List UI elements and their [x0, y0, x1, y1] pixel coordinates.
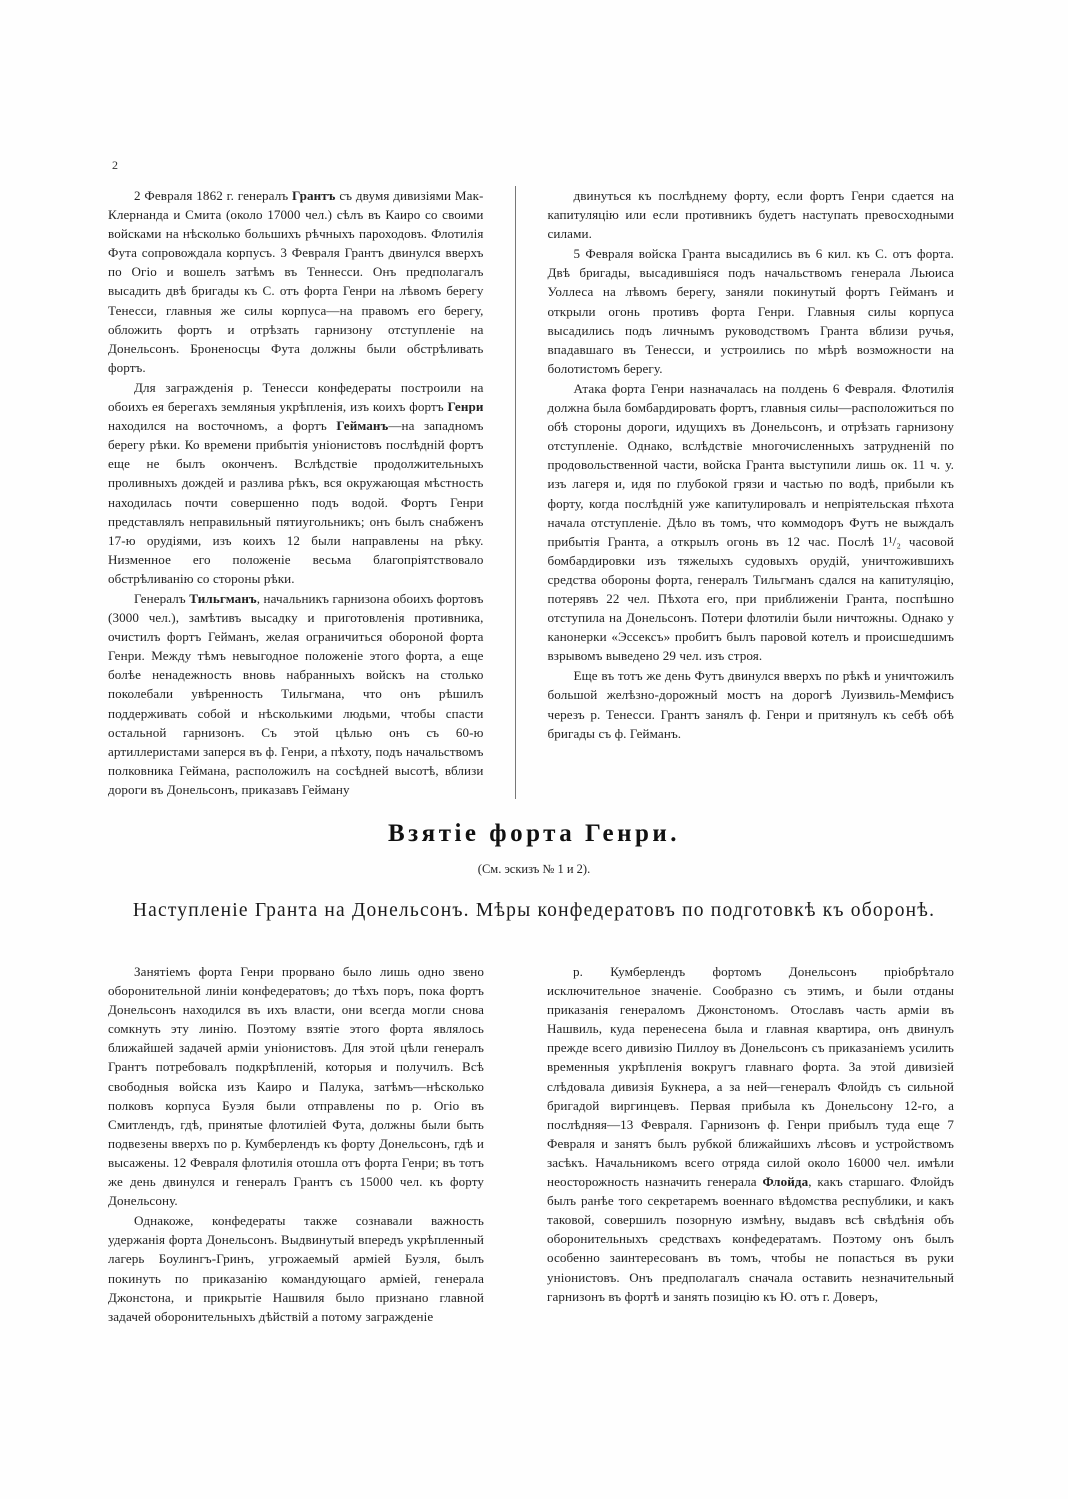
- paragraph: двинуться къ послѣднему форту, если фортъ Генри сдается на капитуляцію или если противникъ будетъ наступать превосходными силами.: [547, 188, 954, 242]
- paragraph: Генералъ Тильгманъ, начальникъ гарнизона обоихъ фортовъ (3000 чел.), замѣтивъ высадку и приготовленія противника, очистилъ фортъ Гейманъ, желая ограничиться обороной форта Генри. Между тѣмъ невыгодное положеніе этого форта, а еще болѣе ненадежность вновь набранныхъ войскъ на столько поколебали увѣренность Тильгмана, что онъ рѣшилъ поддерживать собой и нѣсколькими людьми, чтобы спасти остальной гарнизонъ. Съ этой цѣлью онъ съ 60-ю артиллеристами заперся въ ф. Генри, а пѣхоту, подъ начальствомъ полковника Геймана, расположилъ на сосѣдней высотѣ, вблизи дороги въ Донельсонъ, приказавъ Гейману: [108, 590, 484, 797]
- article-title: Взятіе форта Генри.: [387, 820, 681, 847]
- bottom-left-column: [108, 962, 515, 1326]
- section-heading: Наступленіе Гранта на Донельсонъ. Мѣры конфедератовъ по подготовкѣ къ оборонѣ.: [132, 900, 936, 921]
- paragraph: 5 Февраля войска Гранта высадились въ 6 кил. къ С. отъ форта. Двѣ бригады, высадившіяся подъ начальствомъ генерала Льюиса Уоллеса на лѣвомъ берегу, заняли покинутый фортъ Гейманъ и открыли огонь противъ форта Генри. Главныя силы корпуса высадились подъ личнымъ руководствомъ Гранта вблизи ручья, впадавшаго въ Тенесси, и устроились по мѣрѣ возможности на болотистомъ берегу.: [547, 246, 954, 376]
- bottom-right-column: [547, 962, 954, 1326]
- paragraph: 2 Февраля 1862 г. генералъ Грантъ съ двумя дивизіями Мак-Клернанда и Смита (около 17000 чел.) сѣлъ въ Каиро со своими войсками на нѣсколько большихъ рѣчныхъ пароходовъ. Флотилія Фута сопровождала корпусъ. 3 Февраля Грантъ двинулся вверхъ по Огіо и вошелъ затѣмъ въ Теннесси. Онъ предполагалъ высадить двѣ бригады къ С. отъ форта Генри на лѣвомъ берегу Тенесси, главныя же силы корпуса—на правомъ его берегу, обложить фортъ и отрѣзать гарнизону отступленіе на Донельсонъ. Броненосцы Фута должны были обстрѣливать фортъ.: [108, 188, 484, 375]
- bottom-text-block: [108, 962, 954, 1326]
- paragraph: р. Кумберлендъ фортомъ Донельсонъ пріобрѣтало исключительное значеніе. Сообразно съ этимъ, и были отданы приказанія генераломъ Джонстономъ. Отославъ часть арміи въ Нашвиль, куда перенесена была и главная квартира, онъ двинулъ прежде всего дивизію Пиллоу въ Донельсонъ съ приказаніемъ усилить временныя укрѣпленія вокругъ главнаго форта. За этой дивизіей слѣдовала дивизія Букнера, а за ней—генералъ Флойдъ съ сильной бригадой виргинцевъ. Первая прибыла къ Донельсону 12-го, а послѣдняя—13 Февраля. Гарнизонъ ф. Генри прибылъ туда еще 7 Февраля и занятъ былъ рубкой ближайшихъ лѣсовъ и устройствомъ засѣкъ. Начальникомъ всего отряда силой около 16000 чел. имѣли неосторожность назначить генерала Флойда, какъ старшаго. Флойдъ былъ ранѣе того секретаремъ военнаго вѣдомства республики, и какъ таковой, совершилъ позорную измѣну, выдавъ всѣ свѣдѣнія объ оборонительныхъ средствахъ конфедератамъ. Поэтому онъ былъ особенно заинтересованъ въ томъ, чтобы не попасться въ руки уніонистовъ. Онъ предполагалъ сначала оставить незначительный гарнизонъ въ фортѣ и занять позицію къ Ю. отъ г. Доверъ,: [547, 964, 954, 1304]
- paragraph: Занятіемъ форта Генри прорвано было лишь одно звено оборонительной линіи конфедератовъ; до тѣхъ поръ, пока фортъ Донельсонъ находился въ ихъ власти, они всегда могли снова сомкнуть эту линію. Поэтому взятіе этого форта являлось ближайшей задачей арміи уніонистовъ. Для этой цѣли генералъ Грантъ потребовалъ подкрѣпленій, которыя и получилъ. Всѣ свободныя войска изъ Каиро и Палука, затѣмъ—нѣсколько полковъ корпуса Буэля были отправлены по р. Огіо въ Смитлендъ, гдѣ, принятые флотиліей Фута, должны были быть подвезены вверхъ по р. Кумберлендъ къ форту Донельсонъ, гдѣ и высажены. 12 Февраля флотилія отошла отъ форта Генри; въ тотъ же день двинулся и генералъ Грантъ съ 15000 чел. къ форту Донельсону.: [108, 964, 484, 1209]
- article-subtitle: (См. эскизъ № 1 и 2).: [477, 862, 591, 876]
- top-left-column: [108, 186, 516, 799]
- top-text-block: [108, 186, 954, 799]
- paragraph: Однакоже, конфедераты также сознавали важность удержанія форта Донельсонъ. Выдвинутый впередъ укрѣпленный лагерь Боулингъ-Гринъ, угрожаемый арміей Буэля, былъ покинуть по приказанію командующаго арміей, генерала Джонстона, и прикрытіе Нашвиля было признано главной задачей оборонительныхъ дѣйствій а потому загражденіе: [108, 1213, 484, 1324]
- top-right-column: [548, 186, 954, 799]
- paragraph: Для загражденія р. Тенесси конфедераты построили на обоихъ ея берегахъ земляныя укрѣпленія, изъ коихъ фортъ Генри находился на восточномъ, а фортъ Гейманъ—на западномъ берегу рѣки. Ко времени прибытія уніонистовъ послѣдній фортъ еще не былъ оконченъ. Вслѣдствіе продолжительныхъ проливныхъ дождей и разлива рѣкъ, вся окружающая мѣстность находилась почти совершенно подъ водой. Фортъ Генри представлялъ неправильный пятиугольникъ; онъ былъ снабженъ 17-ю орудіями, изъ коихъ 12 были направлены на рѣку. Низменное его положеніе весьма благопріятствовало обстрѣливанію со стороны рѣки.: [108, 379, 484, 586]
- page-number: 2: [112, 158, 118, 172]
- paragraph: Еще въ тотъ же день Футъ двинулся вверхъ по рѣкѣ и уничтожилъ большой желѣзно-дорожный мостъ на дорогѣ Луизвиль-Мемфисъ черезъ р. Тенесси. Грантъ занялъ ф. Генри и притянулъ къ себѣ обѣ бригады съ ф. Гейманъ.: [547, 668, 954, 741]
- paragraph: Атака форта Генри назначалась на полдень 6 Февраля. Флотилія должна была бомбардировать фортъ, главныя силы—расположиться по обѣ стороны дороги, идущихъ въ Донельсонъ, и отрѣзать гарнизону отступленіе. Однако, вслѣдствіе многочисленныхъ затрудненій по продовольственной части, войска Гранта выступили лишь ок. 11 ч. у. изъ лагеря и, идя по глубокой грязи и частью по водѣ, прибыли къ форту, когда послѣдній уже капитулировалъ и непріятельская пѣхота начала отступленіе. Дѣло въ томъ, что коммодоръ Футъ не выждалъ прибытія Гранта, а открылъ огонь въ 12 час. Послѣ 1¹/₂ часовой бомбардировки изъ тяжелыхъ судовыхъ орудій, уничтожившихъ средства обороны форта, генералъ Тильгманъ сдался на капитуляцію, потерявъ 22 чел. Пѣхота его, при приближеніи Гранта, поспѣшно отступила на Донельсонъ. Потери флотиліи были ничтожны. Однако у канонерки «Эссексъ» пробитъ былъ паровой котелъ и происшедшимъ взрывомъ выведено 29 чел. изъ строя.: [547, 380, 954, 664]
